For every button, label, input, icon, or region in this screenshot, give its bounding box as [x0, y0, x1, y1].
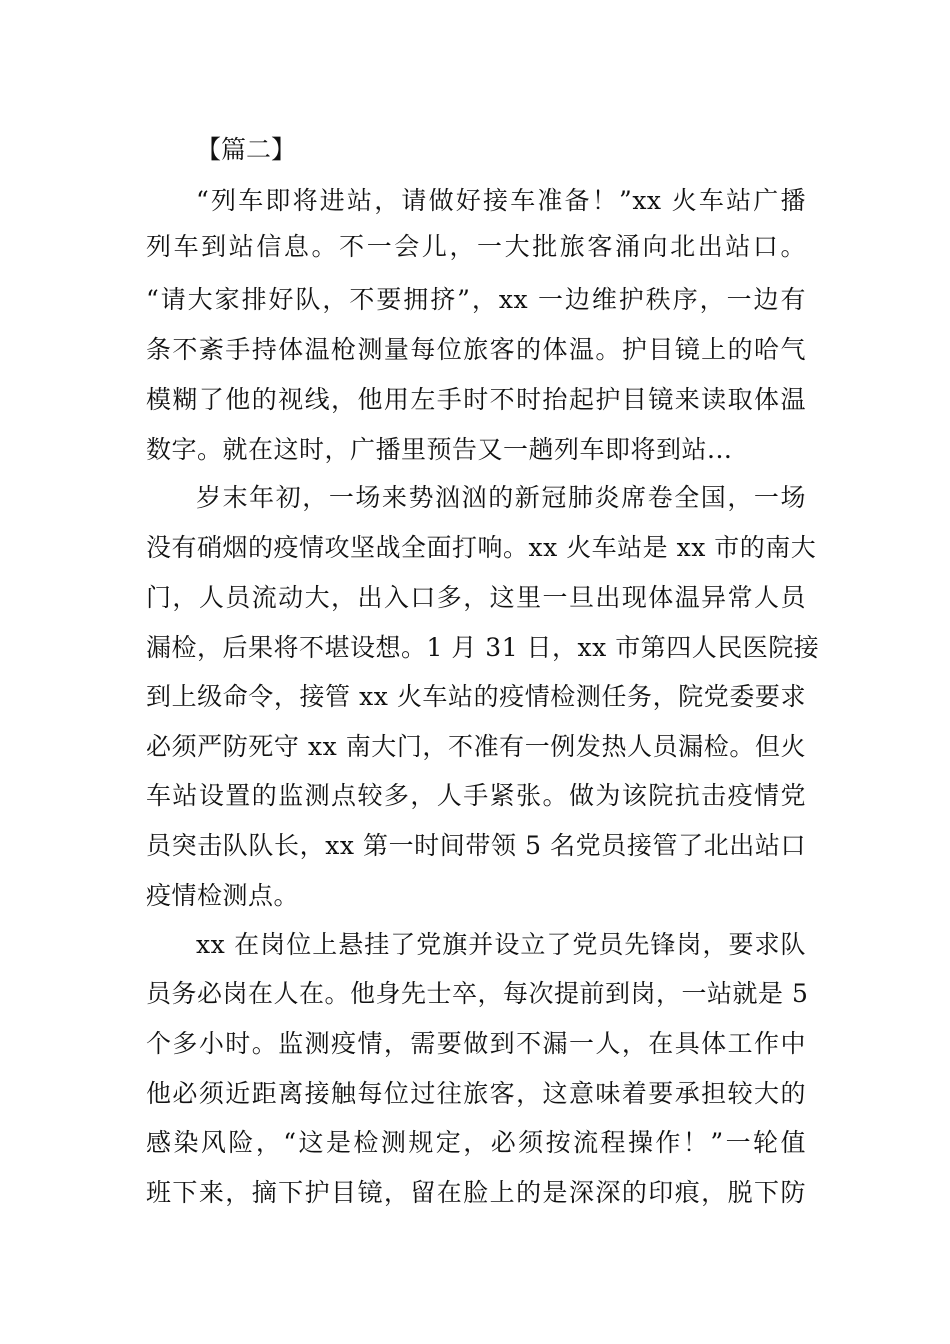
paragraph-3-line-3: 个多小时。监测疫情，需要做到不漏一人，在具体工作中 — [146, 1029, 806, 1058]
paragraph-3-line-5: 感染风险，“这是检测规定，必须按流程操作！”一轮值 — [146, 1128, 806, 1157]
paragraph-1-line-2: 列车到站信息。不一会儿，一大批旅客涌向北出站口。 — [146, 232, 806, 261]
paragraph-3-line-4: 他必须近距离接触每位过往旅客，这意味着要承担较大的 — [146, 1079, 806, 1108]
paragraph-1-line-3: “请大家排好队，不要拥挤”，xx 一边维护秩序，一边有 — [146, 285, 806, 314]
paragraph-2-line-5: 到上级命令，接管 xx 火车站的疫情检测任务，院党委要求 — [146, 682, 806, 711]
paragraph-2-line-3: 门，人员流动大，出入口多，这里一旦出现体温异常人员 — [146, 583, 806, 612]
paragraph-3-line-6: 班下来，摘下护目镜，留在脸上的是深深的印痕，脱下防 — [146, 1178, 806, 1207]
paragraph-2-line-6: 必须严防死守 xx 南大门，不准有一例发热人员漏检。但火 — [146, 732, 806, 761]
paragraph-2-line-1: 岁末年初，一场来势汹汹的新冠肺炎席卷全国，一场 — [196, 483, 806, 512]
paragraph-3-line-2: 员务必岗在人在。他身先士卒，每次提前到岗，一站就是 5 — [146, 979, 809, 1008]
paragraph-2-line-2: 没有硝烟的疫情攻坚战全面打响。xx 火车站是 xx 市的南大 — [146, 533, 817, 562]
paragraph-2-line-7: 车站设置的监测点较多，人手紧张。做为该院抗击疫情党 — [146, 781, 806, 810]
paragraph-2-line-4: 漏检，后果将不堪设想。1 月 31 日，xx 市第四人民医院接 — [146, 633, 820, 662]
paragraph-1-line-1: “列车即将进站，请做好接车准备！”xx 火车站广播 — [196, 186, 806, 215]
paragraph-1-line-5: 模糊了他的视线，他用左手时不时抬起护目镜来读取体温 — [146, 385, 806, 414]
paragraph-1-line-6: 数字。就在这时，广播里预告又一趟列车即将到站... — [146, 435, 733, 464]
paragraph-2-line-8: 员突击队队长，xx 第一时间带领 5 名党员接管了北出站口 — [146, 831, 806, 860]
paragraph-1-line-4: 条不紊手持体温枪测量每位旅客的体温。护目镜上的哈气 — [146, 335, 806, 364]
section-heading: 【篇二】 — [196, 135, 297, 164]
paragraph-3-line-1: xx 在岗位上悬挂了党旗并设立了党员先锋岗，要求队 — [196, 930, 806, 959]
paragraph-2-line-9: 疫情检测点。 — [146, 881, 300, 910]
